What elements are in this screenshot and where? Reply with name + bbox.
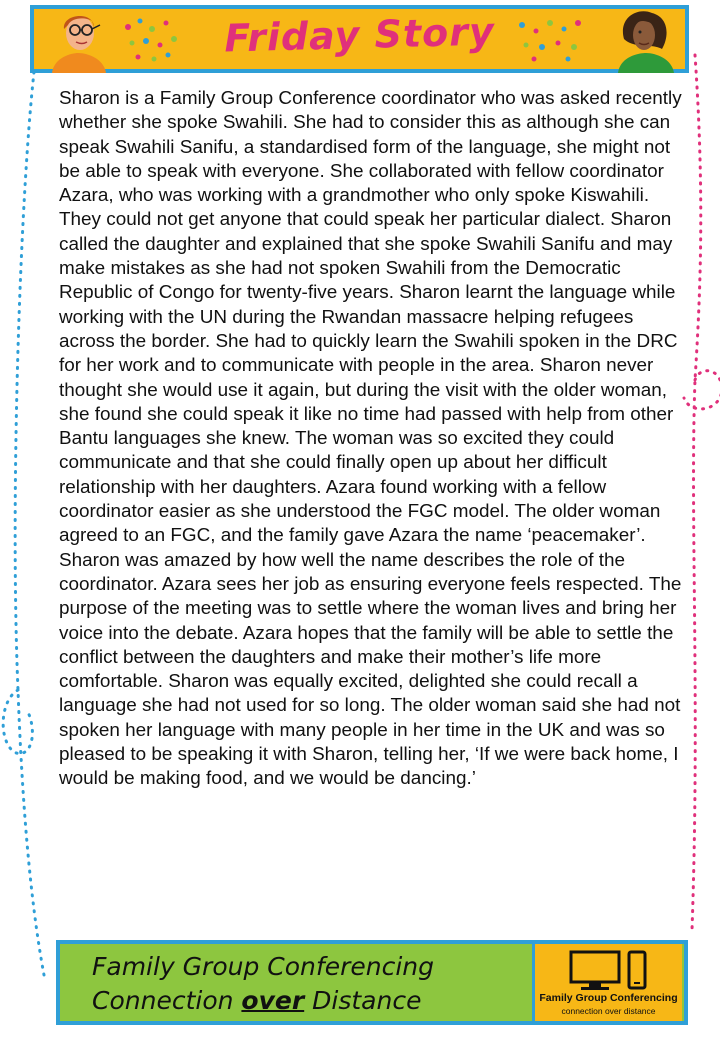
logo-subtitle: connection over distance xyxy=(561,1006,656,1016)
footer-line-2-emphasis: over xyxy=(241,986,305,1015)
logo-title: Family Group Conferencing xyxy=(539,992,678,1004)
story-body xyxy=(59,87,684,792)
story-paragraph: Sharon is a Family Group Conference coordinator who was asked recently whether she spoke Swahili. She had to consider this as although she can speak Swahili Sanifu, a standardised form of the language, she might not be able to speak with everyone. She collaborated with fellow coordinator Azara, who was working with a grandmother who only spoke Kiswahili. They could not get anyone that could speak her particular dialect. Sharon called the daughter and explained that she spoke Swahili Sanifu and may make mistakes as she had not spoken Swahili from the Democratic Republic of Congo for twenty-five years. Sharon learnt the language while working with the UN during the Rwandan massacre helping refugees across the border. She had to quickly learn the Swahili spoken in the DRC for her work and to communicate with people in the area. Sharon never thought she would use it again, but during the visit with the older woman, she found she could speak it like no time had passed with help from other Bantu languages she knew. The woman was so excited they could communicate and that she could finally open up about her difficult relationship with her daughters. Azara found working with a fellow coordinator easier as she understood the FGC model. The older woman agreed to an FGC, and the family gave Azara the name ‘peacemaker’. Sharon was amazed by how well the name describes the role of the coordinator. Azara sees her job as ensuring everyone feels respected. The purpose of the meeting was to settle where the woman lives and bring her voice into the debate. Azara hopes that the family will be able to settle the conflict between the daughters and make their mother’s life more comfortable. Sharon was equally excited, delighted she could recall a language she had not used for so long. The older woman said she had not spoken her language with many people in her time in the UK and was so pleased to be speaking it with Sharon, telling her, ‘If we were back home, I would be making food, and we would be dancing.’ xyxy=(59,88,682,790)
footer-line-1: Family Group Conferencing xyxy=(92,952,434,981)
footer-tagline xyxy=(92,950,434,1018)
footer-line-2-end: Distance xyxy=(312,986,422,1015)
computer-and-phone-icon xyxy=(569,950,653,992)
woman-with-curly-hair-icon xyxy=(612,9,682,73)
header-banner xyxy=(30,5,689,73)
confetti-right-icon xyxy=(514,17,594,65)
fgc-logo xyxy=(532,944,682,1021)
footer-line-2-start: Connection xyxy=(92,986,234,1015)
footer-banner xyxy=(56,940,688,1025)
page-title: Friday Story xyxy=(223,9,496,61)
